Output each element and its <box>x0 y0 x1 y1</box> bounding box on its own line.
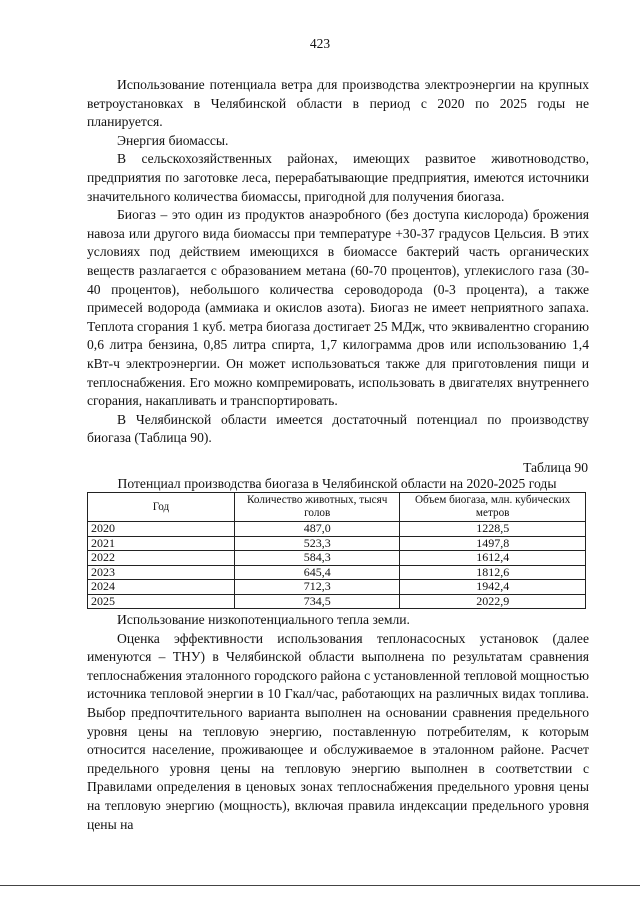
heading-biomass: Энергия биомассы. <box>117 132 229 148</box>
paragraph-biomass-sources: В сельскохозяйственных районах, имеющих развитое животноводство, предприятия по заготовке леса, перерабатывающие предприятия, имеются источники значительного количества биомассы, пригодной для получения биогаза. <box>87 151 589 204</box>
table-row <box>88 551 586 566</box>
header-year: Год <box>88 493 235 522</box>
heading-ground-heat: Использование низкопотенциального тепла земли. <box>117 612 410 627</box>
cell-animals: 584,3 <box>235 551 400 566</box>
table-label: Таблица 90 <box>523 460 588 475</box>
paragraph-biogas: Биогаз – это один из продуктов анаэробного (без доступа кислорода) брожения навоза или другого вида биомассы при температуре +30-37 градусов Цельсия. В этих условиях под действием имеющихся в биомассе бактерий часть органических веществ разлагается с образованием метана (60-70 процентов), углекислого газа (30-40 процентов), небольшого количества сероводорода (0-3 процента), а также примесей водорода (аммиака и окислов азота). Биогаз не имеет неприятного запаха. Теплота сгорания 1 куб. метра биогаза достигает 25 МДж, что эквивалентно сгоранию 0,6 литра бензина, 0,85 литра спирта, 1,7 килограмма дров или использованию 1,4 кВт-ч электроэнергии. Он может использоваться также для приготовления пищи и теплоснабжения. Его можно компремировать, использовать в двигателях внутреннего сгорания, накапливать и транспортировать. <box>87 207 589 409</box>
cell-animals: 523,3 <box>235 536 400 551</box>
cell-animals: 487,0 <box>235 522 400 537</box>
cell-year: 2020 <box>88 522 235 537</box>
header-biogas-volume: Объем биогаза, млн. кубических метров <box>400 493 586 522</box>
table-row <box>88 522 586 537</box>
table-row <box>88 594 586 609</box>
table-row <box>88 565 586 580</box>
cell-year: 2021 <box>88 536 235 551</box>
cell-year: 2025 <box>88 594 235 609</box>
text-block-top <box>87 76 589 448</box>
paragraph-wind: Использование потенциала ветра для производства электроэнергии на крупных ветроустановках в Челябинской области в период с 2020 по 2025 годы не планируется. <box>87 77 589 130</box>
cell-biogas: 1612,4 <box>400 551 586 566</box>
cell-biogas: 1812,6 <box>400 565 586 580</box>
cell-biogas: 1497,8 <box>400 536 586 551</box>
cell-biogas: 1228,5 <box>400 522 586 537</box>
text-block-bottom <box>87 611 589 834</box>
cell-year: 2023 <box>88 565 235 580</box>
biogas-table <box>87 492 586 609</box>
paragraph-heat-pumps: Оценка эффективности использования теплонасосных установок (далее именуются – ТНУ) в Челябинской области выполнена по результатам сравнения теплоснабжения эталонного городского района с установленной тепловой мощностью источника тепловой энергии в 10 Гкал/час, работающих на различных видах топлива. Выбор предпочтительного варианта выполнен на основании сравнения предельного уровня цены на тепловую энергию, поставленную потребителям, к которым относится население, проживающее и обслуживаемое в эталонном районе. Расчет предельного уровня цены на тепловую энергию выполнен в соответствии с Правилами определения в ценовых зонах теплоснабжения предельного уровня цены на тепловую энергию (мощность), включая правила индексации предельного уровня цены на <box>87 630 589 832</box>
header-animals: Количество животных, тысяч голов <box>235 493 400 522</box>
table-row <box>88 536 586 551</box>
cell-animals: 712,3 <box>235 580 400 595</box>
cell-biogas: 1942,4 <box>400 580 586 595</box>
cell-year: 2024 <box>88 580 235 595</box>
table-header-row <box>88 493 586 522</box>
cell-animals: 734,5 <box>235 594 400 609</box>
table-caption: Потенциал производства биогаза в Челябинской области на 2020-2025 годы <box>117 476 557 491</box>
cell-animals: 645,4 <box>235 565 400 580</box>
footer-divider <box>0 885 640 886</box>
page-number: 423 <box>309 36 331 51</box>
table-row <box>88 580 586 595</box>
cell-year: 2022 <box>88 551 235 566</box>
paragraph-potential: В Челябинской области имеется достаточный потенциал по производству биогаза (Таблица 90). <box>87 411 589 446</box>
cell-biogas: 2022,9 <box>400 594 586 609</box>
